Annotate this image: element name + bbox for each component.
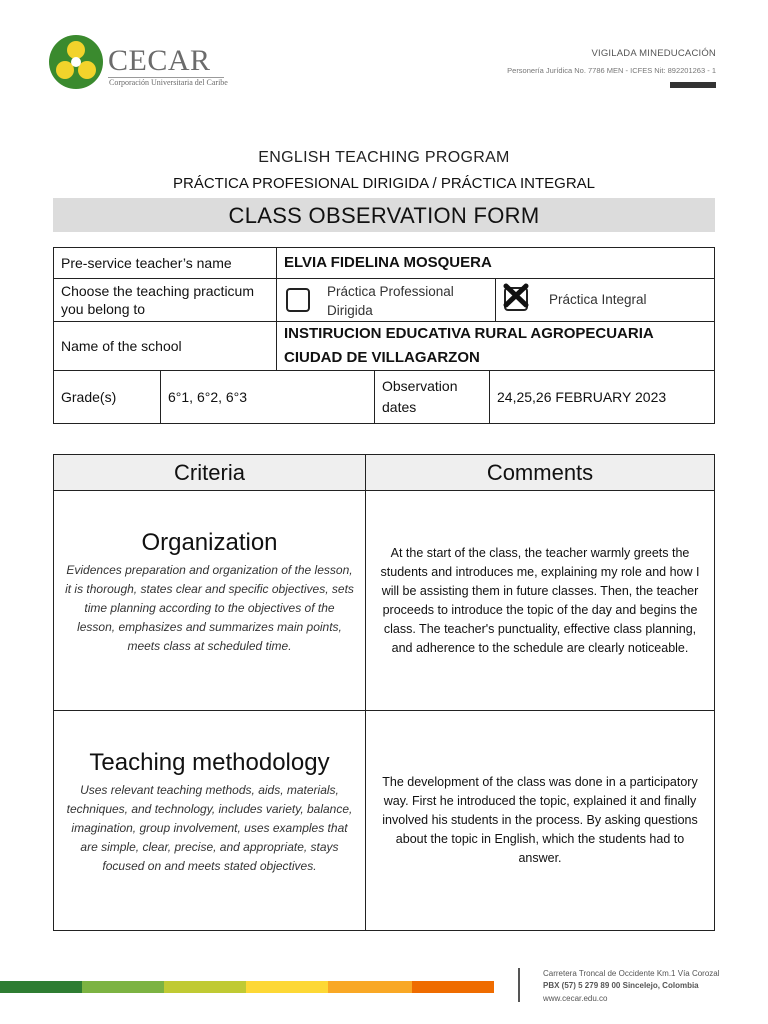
practicum-label: Choose the teaching practicum you belong to — [53, 278, 277, 322]
personeria-text: Personería Jurídica No. 7786 MEN - ICFES Nit: 892201263 - 1 — [507, 66, 716, 75]
integral-label: Práctica Integral — [549, 292, 647, 307]
footer-divider — [518, 968, 520, 1002]
teacher-name-value: ELVIA FIDELINA MOSQUERA — [276, 247, 715, 279]
criteria-cell-organization — [53, 490, 366, 711]
option-dirigida-cell[interactable] — [276, 278, 496, 322]
option-integral-cell[interactable] — [495, 278, 715, 322]
school-value: INSTIRUCION EDUCATIVA RURAL AGROPECUARIA CIUDAD DE VILLAGARZON — [276, 321, 715, 371]
footer-web: www.cecar.edu.co — [543, 994, 608, 1003]
form-title: CLASS OBSERVATION FORM — [228, 203, 540, 228]
criteria-header: Criteria — [53, 454, 366, 491]
footer-stripe — [412, 981, 494, 993]
dates-value: 24,25,26 FEBRUARY 2023 — [489, 370, 715, 424]
criteria-cell-methodology — [53, 710, 366, 931]
logo-wordmark: CECAR — [108, 44, 211, 77]
dirigida-label: Práctica Professional Dirigida — [327, 284, 454, 318]
school-label: Name of the school — [53, 321, 277, 371]
footer-stripe — [0, 981, 82, 993]
checkmark-x-icon — [502, 283, 530, 309]
grades-label: Grade(s) — [53, 370, 161, 424]
logo-subtitle: Corporación Universitaria del Caribe — [109, 78, 228, 87]
dates-label: Observation dates — [374, 370, 490, 424]
vigilada-text: VIGILADA MINEDUCACIÓN — [591, 48, 716, 59]
criteria-description: Uses relevant teaching methods, aids, materials, techniques, and technology, includes variety, balance, imagination, group involvement, uses examples that are simple, clear, precise, and appropriate, stays focused on and meets stated objectives. — [66, 783, 353, 873]
criteria-title: Organization — [141, 529, 278, 556]
header-bar — [670, 82, 716, 88]
footer-stripe — [164, 981, 246, 993]
footer-stripe — [246, 981, 328, 993]
footer-address: Carretera Troncal de Occidente Km.1 Vía Corozal — [543, 969, 720, 978]
program-title: ENGLISH TEACHING PROGRAM — [258, 149, 510, 166]
comments-header: Comments — [365, 454, 715, 491]
criteria-title: Teaching methodology — [89, 749, 330, 776]
footer-stripe — [82, 981, 164, 993]
practica-title: PRÁCTICA PROFESIONAL DIRIGIDA / PRÁCTICA INTEGRAL — [172, 175, 596, 192]
teacher-name-label: Pre-service teacher’s name — [53, 247, 277, 279]
grades-value: 6°1, 6°2, 6°3 — [160, 370, 375, 424]
comment-cell-methodology: The development of the class was done in a participatory way. First he introduced the topic, explained it and finally involved his students in the process. By asking questions about the topic in English, which the students had to answer. — [365, 710, 715, 931]
comment-cell-organization: At the start of the class, the teacher warmly greets the students and introduces me, explaining my role and how I will be assisting them in future classes. Then, the teacher proceeds to introduce the topic of the day and begins the class. The teacher's punctuality, effective class planning, and adherence to the schedule are clearly noticeable. — [365, 490, 715, 711]
dirigida-checkbox[interactable] — [286, 288, 310, 312]
footer-pbx: PBX (57) 5 279 89 00 Sincelejo, Colombia — [543, 981, 699, 990]
criteria-description: Evidences preparation and organization of the lesson, it is thorough, states clear and specific objectives, sets time planning according to the objectives of the lesson, emphasizes and summarizes main points, meets class at scheduled time. — [65, 563, 354, 653]
footer-stripe — [328, 981, 412, 993]
